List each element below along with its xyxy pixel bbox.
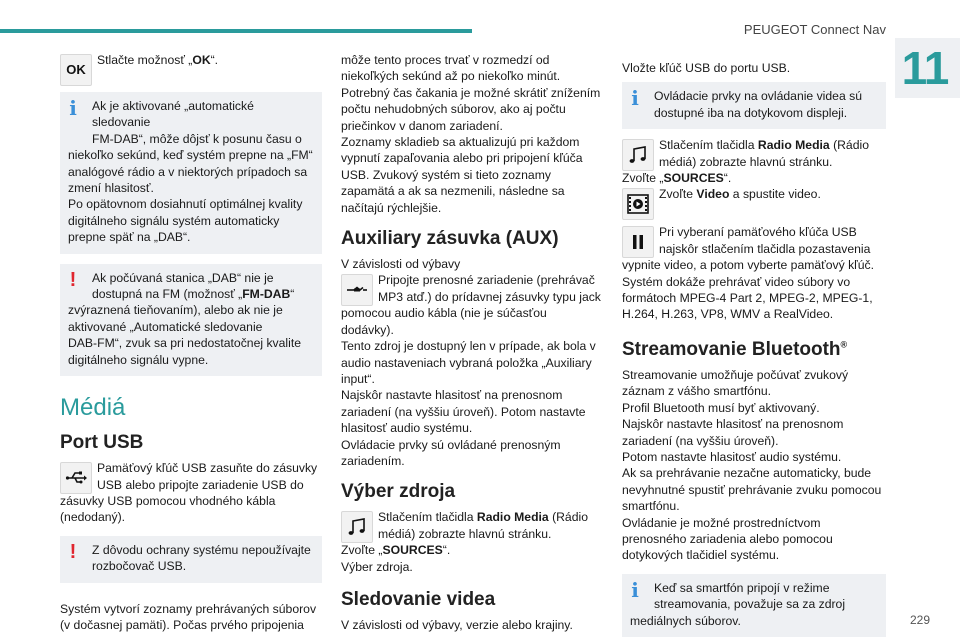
video-step: Zvoľte Video a spustite video.	[622, 186, 886, 220]
info-note-video-controls: i Ovládacie prvky na ovládanie videa sú dostupné iba na dotykovom displeji.	[622, 82, 886, 129]
warning-note-dab: ! Ak počúvaná stanica „DAB“ nie je dostupná na FM (možnosť „FM-DAB“ zvýraznená tieňovaním), alebo ak nie je aktivované „Automatické sledovanie DAB-FM“, zvuk sa pri nedostatočnej kvalite digitálneho signálu vypne.	[60, 264, 322, 376]
warning-icon: !	[69, 268, 77, 291]
usb-icon	[60, 462, 92, 494]
info-icon: i	[631, 577, 639, 602]
pause-step: Pri vyberaní pamäťového kľúča USB najskôr stlačením tlačidla pozastavenia vypnite video, a potom vyberte pamäťový kľúč. Systém dokáže prehrávať video súbory vo formátoch MPEG-4 Part 2, MPEG-2, MPEG-1, H.264, H.263, VP8, WMV a RealVideo.	[622, 225, 874, 322]
music-note-icon	[341, 511, 373, 543]
info-note-fm-dab: i Ak je aktivované „automatické sledovanie FM-DAB“, môže dôjsť k posunu času o niekoľko sekúnd, keď systém prepne na „FM“ analógové rádio a v niektorých prípadoch sa zmení hlasitosť. Po opätovnom dosiahnutí optimálnej kvality digitálneho signálu systém automaticky prepne späť na „DAB“.	[60, 92, 322, 254]
chapter-number: 11	[901, 42, 949, 94]
header-title: PEUGEOT Connect Nav	[743, 22, 886, 37]
usb-step: Pamäťový kľúč USB zasuňte do zásuvky USB alebo pripojte zariadenie USB do zásuvky USB pomocou vhodného kábla (nedodaný).	[60, 461, 318, 525]
ok-step	[60, 52, 322, 86]
video-heading: Sledovanie videa	[341, 588, 496, 610]
ok-button-icon: OK	[60, 54, 92, 86]
source-step: Stlačením tlačidla Radio Media (Rádio médiá) zobrazte hlavnú stránku. Zvoľte „SOURCES“. Výber zdroja.	[341, 510, 588, 574]
info-note-streaming: i Keď sa smartfón pripojí v režime streamovania, považuje sa za zdroj mediálnych súborov.	[622, 574, 886, 637]
column-1: OK Stlačte možnosť „OK“. i Ak je aktivované „automatické sledovanie FM-DAB“, môže dôjsť k posunu času o niekoľko sekúnd, keď systém prepne na „FM“ analógové rádio a v niektorých prípadoch sa zmení hlasitosť. Po opätovnom dosiahnutí optimálnej kvality digitálneho signálu systém automaticky prepne späť na „DAB“. ! Ak počúvaná stanica „DAB“ nie je dostupná na FM (možnosť „FM-DAB“ zvýraznená tieňovaním), alebo ak nie je aktivované „Automatické sledovanie DAB-FM“, zvuk sa pri nedostatočnej kvalite digitálneho signálu vypne. Médiá Port USB Pamäťový kľúč USB zasuňte do zásuvky USB alebo pripojte zariadenie USB do zásuvky USB pomocou vhodného kábla (nedodaný). ! Z dôvodu ochrany systému nepoužívajte rozbočovač USB. Systém vytvorí zoznamy prehrávaných súborov (v dočasnej pamäti). Počas prvého pripojenia	[60, 52, 322, 633]
aux-cable-icon	[341, 274, 373, 306]
aux-heading: Auxiliary zásuvka (AUX)	[341, 228, 559, 250]
source-heading: Výber zdroja	[341, 481, 456, 503]
column-3: Vložte kľúč USB do portu USB. i Ovládacie prvky na ovládanie videa sú dostupné iba na dotykovom displeji. Stlačením tlačidla Radio Media (Rádio médiá) zobrazte hlavnú stránku. Zvoľte „SOURCES“. Zvoľte Video a spustite video. Pri vyberaní pamäťového kľúča USB najskôr stlačením tlačidla pozastavenia vypnite video, a potom vyberte pamäťový kľúč. Systém dokáže prehrávať video súbory vo formátoch MPEG-4 Part 2, MPEG-2, MPEG-1, H.264, H.263, VP8, WMV a RealVideo. Streamovanie Bluetooth® Streamovanie umožňuje počúvať zvukový záznam z vášho smartfónu. Profil Bluetooth musí byť aktivovaný. Najskôr nastavte hlasitosť na prenosnom zariadení (na vyššiu úroveň). Potom nastavte hlasitosť audio systému. Ak sa prehrávanie nezačne automaticky, bude nevyhnutné spustiť prehrávanie zvuku pomocou smartfónu. Ovládanie je možné prostredníctvom prenosného zariadenia alebo pomocou dotykových tlačidiel systému. i Keď sa smartfón pripojí v režime streamovania, považuje sa za zdroj mediálnych súborov.	[622, 52, 886, 640]
usb-heading: Port USB	[60, 432, 144, 454]
column-2: môže tento proces trvať v rozmedzí od niekoľkých sekúnd až po niekoľko minút. Potrebný čas čakania je možné skrátiť znížením počtu nehudobných súborov, ako aj počtu priečinkov v danom zariadení. Zoznamy skladieb sa aktualizujú pri každom vypnutí zapaľovania alebo pri pripojení kľúča USB. Zvukový systém si tieto zoznamy zapamätá a ak sa nezmenili, následne sa načítajú rýchlejšie. Auxiliary zásuvka (AUX) V závislosti od výbavy Pripojte prenosné zariadenie (prehrávač MP3 atď.) do prídavnej zásuvky typu jack pomocou audio kábla (nie je súčasťou dodávky). Tento zdroj je dostupný len v prípade, ak bola v audio nastaveniach vybraná položka „Auxiliary input“. Najskôr nastavte hlasitosť na prenosnom zariadení (na vyššiu úroveň). Potom nastavte hlasitosť audio systému. Ovládacie prvky sú ovládané prenosným zariadením. Výber zdroja Stlačením tlačidla Radio Media (Rádio médiá) zobrazte hlavnú stránku. Zvoľte „SOURCES“. Výber zdroja. Sledovanie videa V závislosti od výbavy, verzie alebo krajiny.	[341, 52, 603, 633]
ok-step-text: Stlačte možnosť „OK“.	[97, 53, 219, 67]
aux-step: Pripojte prenosné zariadenie (prehrávač MP3 atď.) do prídavnej zásuvky typu jack pomocou audio kábla (nie je súčasťou dodávky). Tento zdroj je dostupný len v prípade, ak bola v audio nastaveniach vybraná položka „Auxiliary input“. Najskôr nastavte hlasitosť na prenosnom zariadení (na vyššiu úroveň). Potom nastavte hlasitosť audio systému. Ovládacie prvky sú ovládané prenosným zariadením.	[341, 273, 601, 468]
warning-icon: !	[69, 540, 77, 563]
radio-media-step: Stlačením tlačidla Radio Media (Rádio médiá) zobrazte hlavnú stránku. Zvoľte „SOURCES“.	[622, 138, 869, 186]
page-number: 229	[909, 613, 930, 627]
bluetooth-heading: Streamovanie Bluetooth®	[622, 338, 848, 360]
pause-icon	[622, 226, 654, 258]
info-icon: i	[69, 96, 77, 120]
chapter-tab	[895, 38, 960, 98]
music-note-icon	[622, 139, 654, 171]
info-icon: i	[631, 86, 639, 111]
header-accent-bar	[0, 29, 472, 33]
warning-note-usb-hub: ! Z dôvodu ochrany systému nepoužívajte rozbočovač USB.	[60, 536, 322, 583]
media-heading: Médiá	[60, 394, 126, 422]
video-play-icon	[622, 188, 654, 220]
